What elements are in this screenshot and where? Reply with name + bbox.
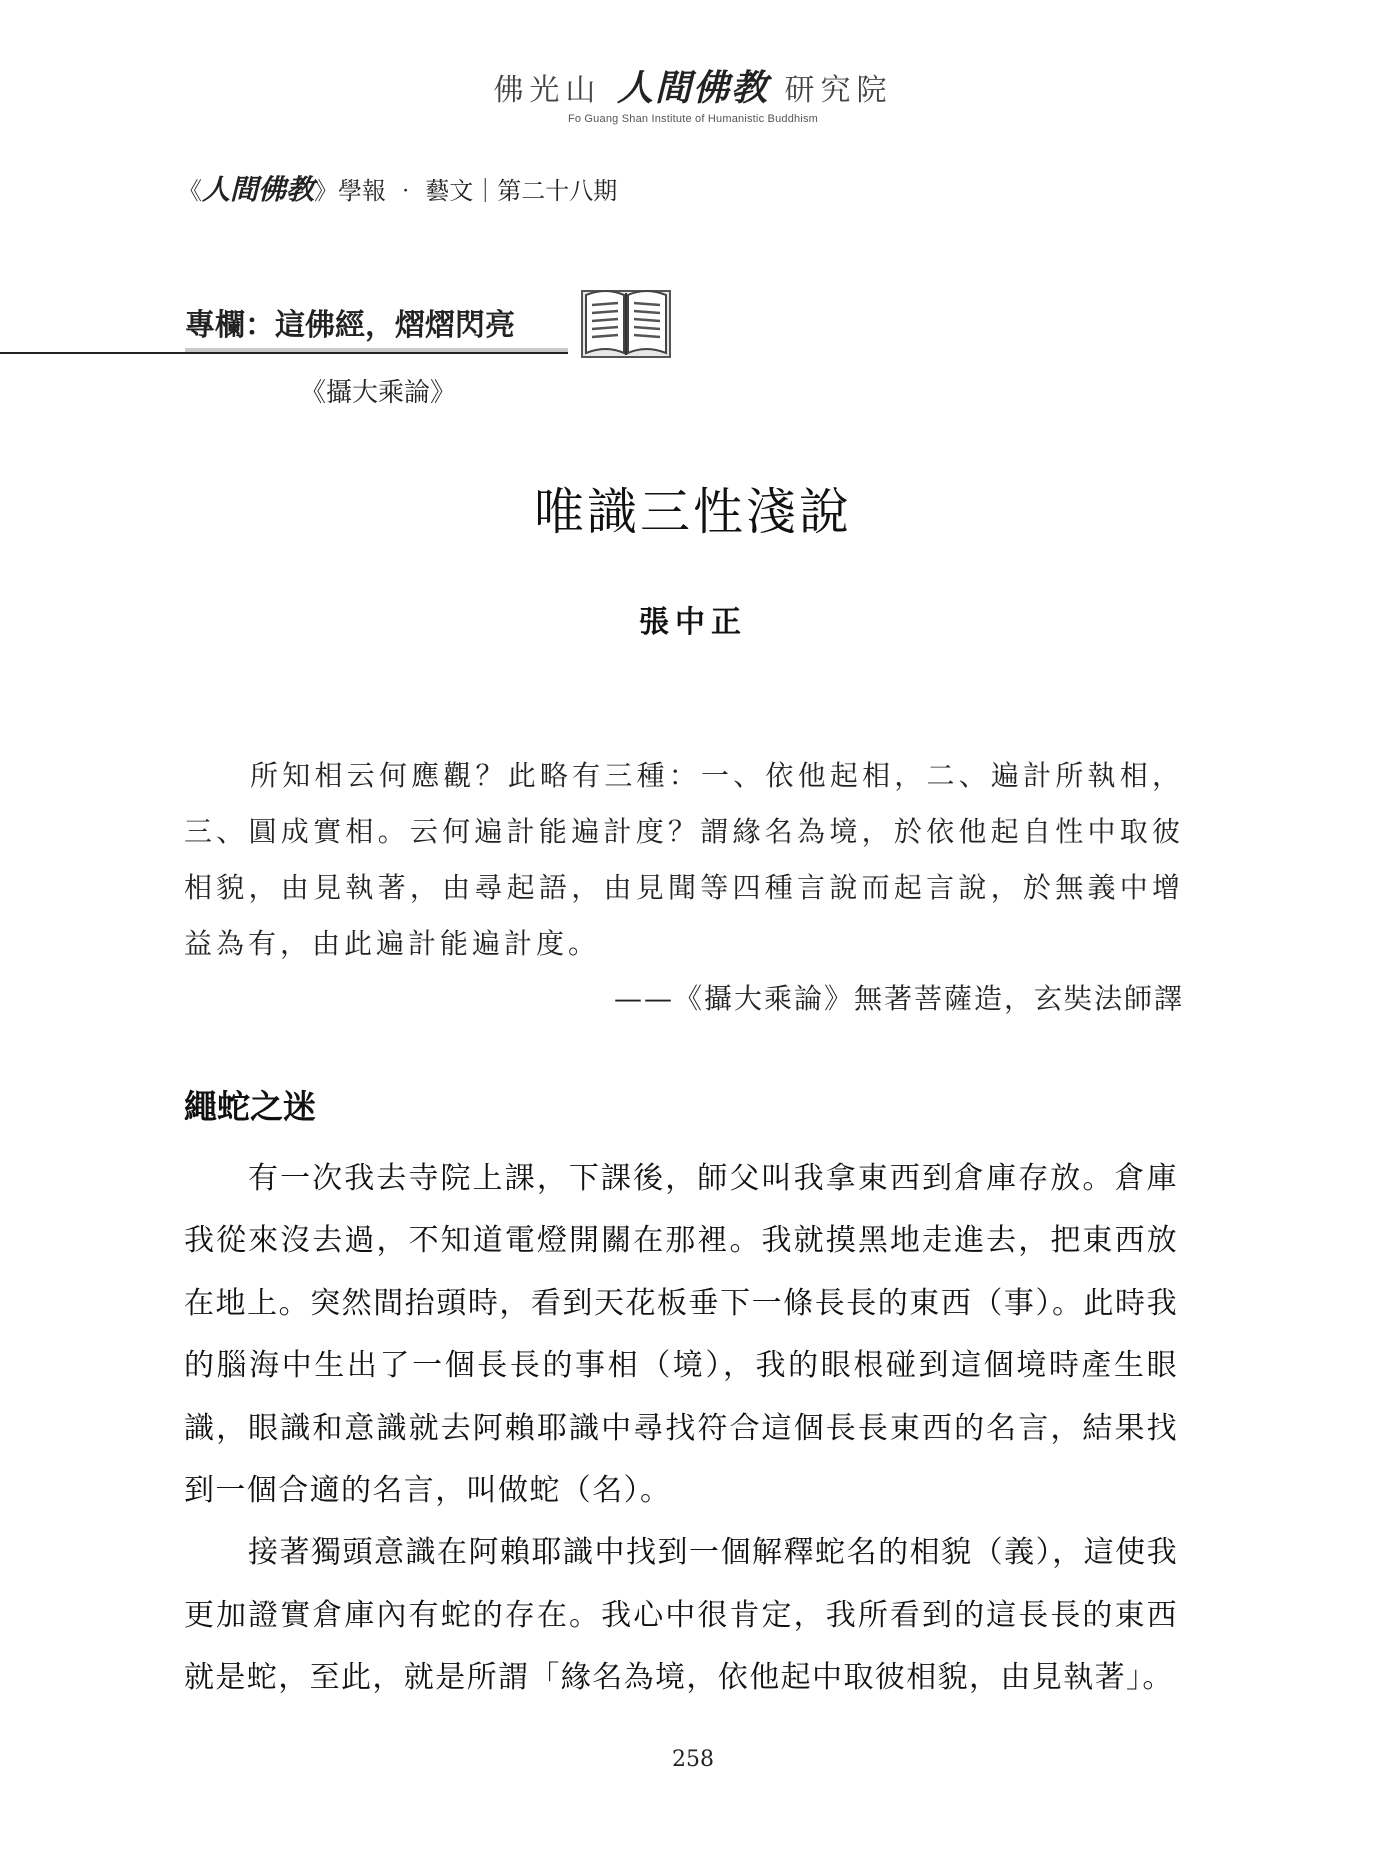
- book-title: 《攝大乘論》: [300, 378, 457, 408]
- banner-rule: [0, 352, 568, 354]
- institute-brand-logo: 人間佛教: [616, 67, 769, 109]
- institute-header: [0, 60, 1386, 125]
- epigraph-text: 所知相云何應觀？此略有三種：一、依他起相，二、遍計所執相，三、圓成實相。云何遍計能遍計度？謂緣名為境，於依他起自性中取彼相貌，由見執著，由尋起語，由見聞等四種言說而起言說，於無義中增益為有，由此遍計能遍計度。: [184, 759, 1184, 960]
- open-book-icon: [580, 283, 672, 359]
- journal-brand: 人間佛教: [202, 173, 315, 206]
- epigraph-source: ——《攝大乘論》無著菩薩造，玄奘法師譯: [613, 982, 1184, 1015]
- section-body: [184, 1148, 1178, 1710]
- institute-suffix: 研究院: [784, 73, 893, 108]
- epigraph: [184, 748, 1184, 972]
- institute-name: [0, 60, 1386, 111]
- body-paragraph: 有一次我去寺院上課，下課後，師父叫我拿東西到倉庫存放。倉庫我從來沒去過，不知道電燈開關在那裡。我就摸黑地走進去，把東西放在地上。突然間抬頭時，看到天花板垂下一條長長的東西（事）。此時我的腦海中生出了一個長長的事相（境），我的眼根碰到這個境時產生眼識，眼識和意識就去阿賴耶識中尋找符合這個長長東西的名言，結果找到一個合適的名言，叫做蛇（名）。: [184, 1162, 1178, 1508]
- column-banner: 專欄：這佛經，熠熠閃亮: [185, 308, 515, 343]
- journal-rest: 》學報 ‧ 藝文｜第二十八期: [314, 177, 618, 205]
- journal-open-bracket: 《: [178, 177, 202, 205]
- journal-issue-line: [178, 168, 617, 208]
- institute-prefix: 佛光山: [493, 73, 602, 108]
- article-title: 唯識三性淺說: [534, 483, 852, 541]
- page-number: 258: [672, 1747, 714, 1772]
- body-paragraph: 接著獨頭意識在阿賴耶識中找到一個解釋蛇名的相貌（義），這使我更加證實倉庫內有蛇的存在。我心中很肯定，我所看到的這長長的東西就是蛇，至此，就是所謂「緣名為境，依他起中取彼相貌，由見執著」。: [184, 1536, 1178, 1695]
- institute-english-name: Fo Guang Shan Institute of Humanistic Buddhism: [567, 113, 819, 125]
- section-heading: 繩蛇之迷: [184, 1088, 316, 1125]
- article-author: 張中正: [639, 605, 747, 640]
